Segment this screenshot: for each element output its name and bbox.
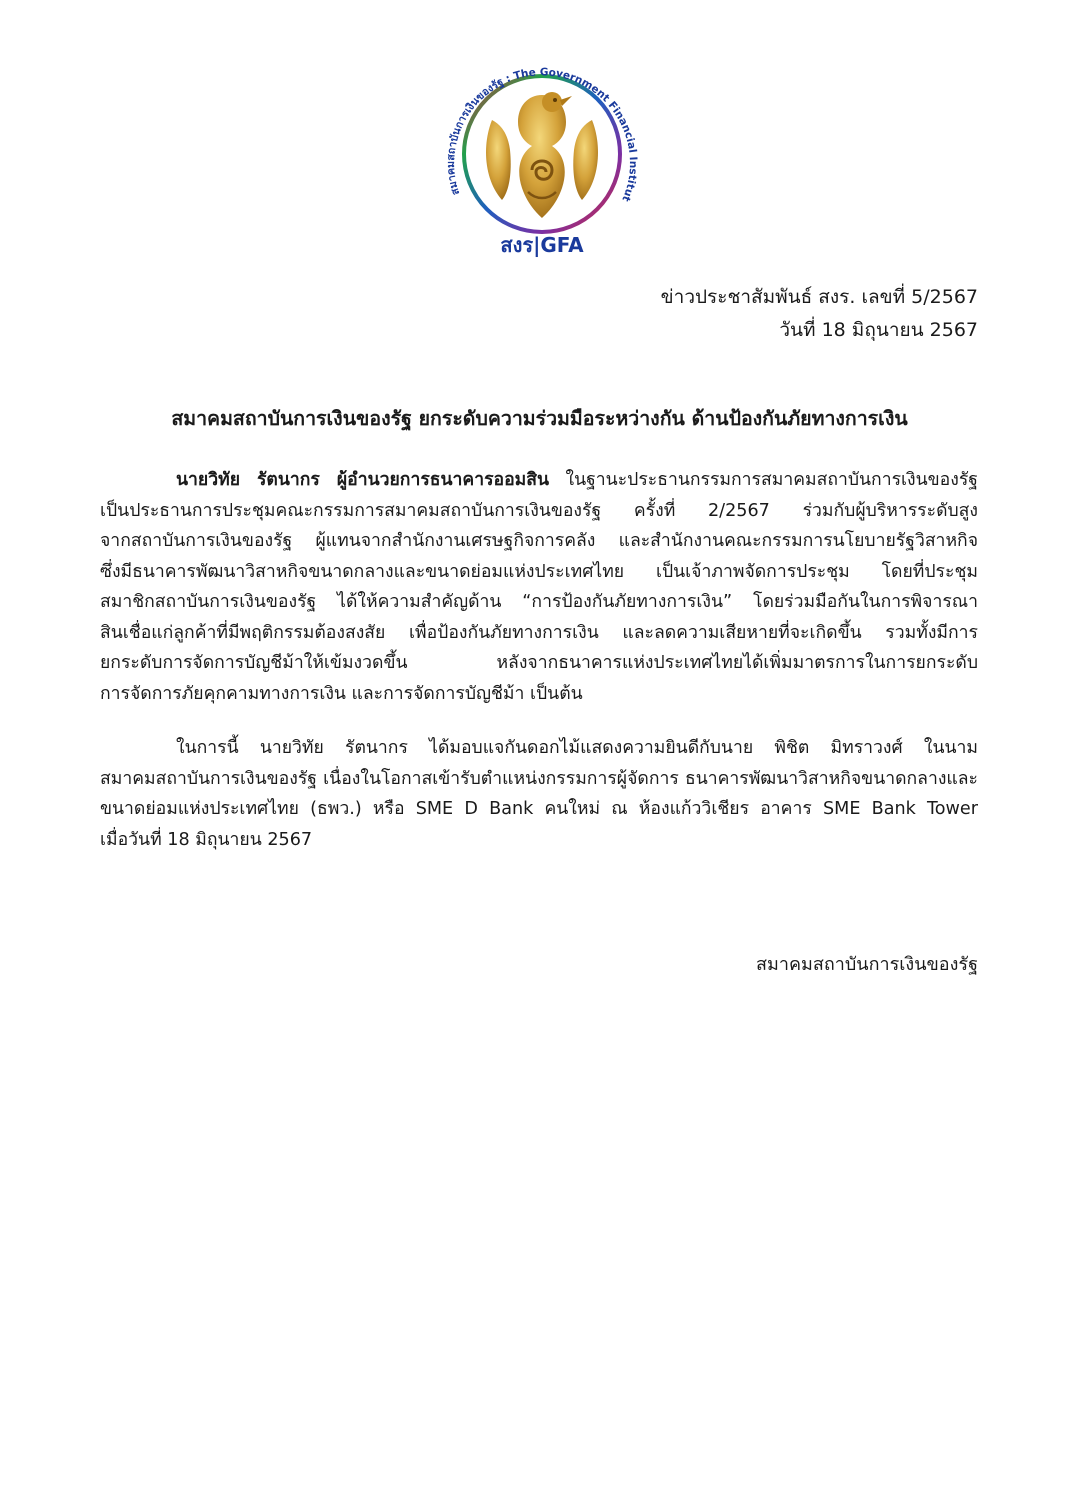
paragraph-2-line-1: ในการนี้ นายวิทัย รัตนากร ได้มอบแจกันดอกไม้แสดงความยินดีกับนาย พิชิต มิทราวงศ์ ในนาม — [176, 738, 978, 758]
paragraph-1-line-1-rest: ในฐานะประธานกรรมการสมาคมสถาบันการเงินของรัฐ — [549, 470, 978, 490]
paragraph-1-line-4: ซึ่งมีธนาคารพัฒนาวิสาหกิจขนาดกลางและขนาดย่อมแห่งประเทศไทย เป็นเจ้าภาพจัดการประชุม โดยที่ประชุม — [100, 561, 978, 582]
headline: สมาคมสถาบันการเงินของรัฐ ยกระดับความร่วมมือระหว่างกัน ด้านป้องกันภัยทางการเงิน — [171, 407, 908, 430]
paragraph-2-line-2: สมาคมสถาบันการเงินของรัฐ เนื่องในโอกาสเข้ารับตำแหน่งกรรมการผู้จัดการ ธนาคารพัฒนาวิสาหกิจขนาดกลางและ — [100, 768, 978, 789]
garuda-emblem-icon — [486, 92, 598, 218]
release-number: ข่าวประชาสัมพันธ์ สงร. เลขที่ 5/2567 — [660, 286, 978, 308]
paragraph-1-line-6: สินเชื่อแก่ลูกค้าที่มีพฤติกรรมต้องสงสัย เพื่อป้องกันภัยทางการเงิน และลดความเสียหายที่จะเกิดขึ้น รวมทั้งมีการ — [100, 622, 978, 643]
signature: สมาคมสถาบันการเงินของรัฐ — [755, 954, 978, 975]
gfa-emblem-icon — [432, 50, 652, 270]
reference-block — [661, 281, 978, 347]
paragraph-2-line-3: ขนาดย่อมแห่งประเทศไทย (ธพว.) หรือ SME D Bank คนใหม่ ณ ห้องแก้ววิเชียร อาคาร SME Bank Tower — [100, 799, 978, 819]
paragraph-2-line-4: เมื่อวันที่ 18 มิถุนายน 2567 — [100, 829, 313, 850]
paragraph-1-line-8: การจัดการภัยคุกคามทางการเงิน และการจัดการบัญชีม้า เป็นต้น — [100, 683, 583, 704]
gfa-logo — [432, 50, 652, 270]
paragraph-1 — [100, 465, 978, 709]
paragraph-1-line-2: เป็นประธานการประชุมคณะกรรมการสมาคมสถาบันการเงินของรัฐ ครั้งที่ 2/2567 ร่วมกับผู้บริหารระดับสูง — [100, 500, 978, 521]
paragraph-1-line-7: ยกระดับการจัดการบัญชีม้าให้เข้มงวดขึ้น หลังจากธนาคารแห่งประเทศไทยได้เพิ่มมาตรการในการยกระดับ — [100, 653, 978, 673]
lead-name-title: นายวิทัย รัตนากร ผู้อำนวยการธนาคารออมสิน — [176, 470, 550, 490]
paragraph-2 — [100, 733, 978, 855]
logo-wordmark: สงร|GFA — [500, 233, 584, 257]
release-date: วันที่ 18 มิถุนายน 2567 — [779, 319, 978, 341]
paragraph-1-line-5: สมาชิกสถาบันการเงินของรัฐ ได้ให้ความสำคัญด้าน “การป้องกันภัยทางการเงิน” โดยร่วมมือกันในการพิจารณา — [100, 592, 978, 612]
paragraph-1-line-3: จากสถาบันการเงินของรัฐ ผู้แทนจากสำนักงานเศรษฐกิจการคลัง และสำนักงานคณะกรรมการนโยบายรัฐวิสาหกิจ — [100, 531, 978, 551]
logo-arc-text: สมาคมสถาบันการเงินของรัฐ : The Government Financial Institut — [444, 66, 640, 204]
paragraph-1-line-1 — [100, 465, 978, 496]
